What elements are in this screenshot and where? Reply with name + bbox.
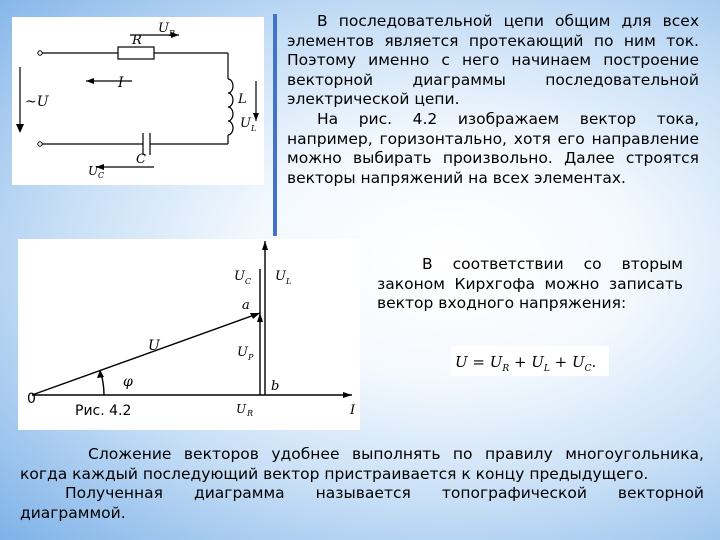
ul-subscript: L xyxy=(251,124,257,133)
formula-lhs: U = U xyxy=(455,353,503,371)
formula-sub-l: L xyxy=(543,364,550,374)
formula-sub-c: C xyxy=(584,364,592,374)
paragraph-block-top xyxy=(287,12,699,188)
capacitor-label: C xyxy=(136,152,146,167)
resistor-label: R xyxy=(132,33,142,48)
point-a-label: a xyxy=(242,298,250,313)
origin-label: 0 xyxy=(27,391,36,407)
figure-caption: Рис. 4.2 xyxy=(75,403,132,419)
svg-text:U = UR + UL + UC. xyxy=(455,353,596,374)
inductor-label: L xyxy=(238,92,247,107)
point-b-label: b xyxy=(271,379,280,394)
uc-label: U xyxy=(88,164,99,178)
vector-diagram xyxy=(18,239,360,430)
ul-vector-label: U xyxy=(275,269,286,284)
paragraph-4: Сложение векторов удобнее выполнять по правилу многоугольника, когда каждый последующий вектор пристраивается к концу предыдущего. xyxy=(20,445,704,483)
uc-vector-subscript: C xyxy=(245,277,252,286)
ur-subscript: R xyxy=(169,29,176,38)
circuit-diagram xyxy=(12,17,264,185)
inductor-shape xyxy=(228,79,233,135)
current-label: I xyxy=(118,75,124,91)
uc-vector-label: U xyxy=(234,269,245,284)
ul-label: U xyxy=(240,116,251,131)
formula-plus-l: + U xyxy=(509,353,544,371)
current-vector-label: I xyxy=(350,403,356,418)
source-label: ~U xyxy=(25,94,49,110)
vector-u xyxy=(32,313,260,395)
formula-plus-c: + U xyxy=(549,353,585,371)
vector-svg xyxy=(18,239,360,430)
kirchhoff-formula xyxy=(451,346,609,376)
ur-vector-label: U xyxy=(236,402,247,416)
phi-label: φ xyxy=(123,374,133,390)
paragraph-2: На рис. 4.2 изображаем вектор тока, например, горизонтально, хотя его направление можно выбирать произвольно. Далее строятся векторы напряжений на всех элементах. xyxy=(287,109,699,187)
up-subscript: P xyxy=(248,353,254,362)
u-label: U xyxy=(148,338,160,354)
formula-end: . xyxy=(591,353,597,371)
paragraph-3: В соответствии со вторым законом Кирхгофа можно записать вектор входного напряжения: xyxy=(377,255,683,313)
ur-vector-subscript: R xyxy=(247,409,254,418)
up-label: U xyxy=(237,345,248,360)
paragraph-5: Полученная диаграмма называется топографической векторной диаграммой. xyxy=(20,484,704,522)
formula-sub-r: R xyxy=(502,364,510,374)
accent-bar xyxy=(273,14,277,236)
paragraph-block-bottom xyxy=(20,445,704,523)
ur-label: U xyxy=(158,21,169,36)
paragraph-1: В последовательной цепи общим для всех элементов является протекающий по ним ток. Поэтому именно с него начинаем построение векторной диаграммы последовательной электрической цепи. xyxy=(287,12,699,109)
circuit-svg xyxy=(12,17,264,185)
formula-svg xyxy=(451,346,609,376)
uc-subscript: C xyxy=(98,171,105,180)
resistor-shape xyxy=(118,47,154,59)
ul-vector-subscript: L xyxy=(286,277,292,286)
